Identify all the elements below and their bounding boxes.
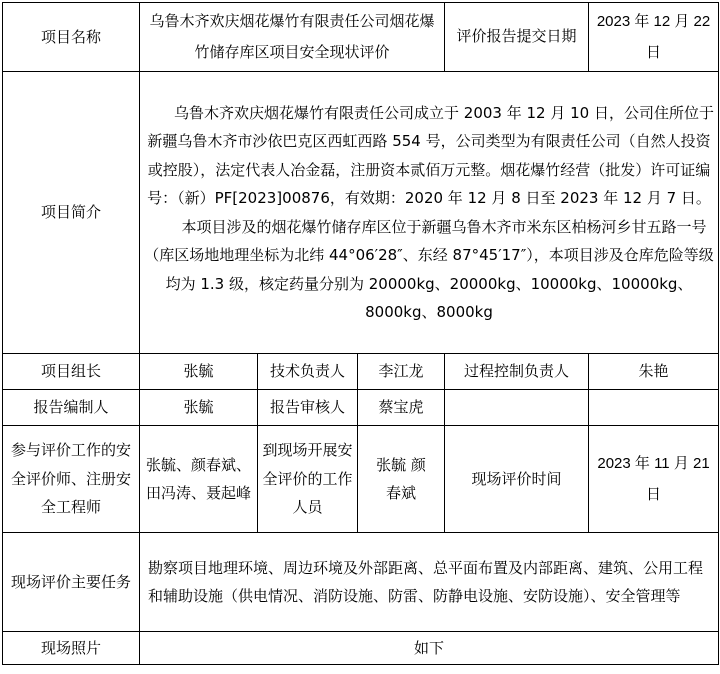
tech-lead-label: 技术负责人 xyxy=(258,354,358,390)
row-project-intro xyxy=(3,72,719,354)
empty-cell xyxy=(445,390,589,426)
report-editor-value: 张毓 xyxy=(140,390,258,426)
tech-lead-value: 李江龙 xyxy=(358,354,445,390)
row-team xyxy=(3,354,719,390)
onsite-time-label: 现场评价时间 xyxy=(445,426,589,533)
row-participants xyxy=(3,426,719,533)
project-name-label: 项目名称 xyxy=(3,3,140,72)
evaluation-info-table xyxy=(2,2,719,665)
row-photos xyxy=(3,632,719,665)
site-photos-value: 如下 xyxy=(140,632,719,665)
process-control-value: 朱艳 xyxy=(589,354,719,390)
onsite-staff-value: 张毓 颜春斌 xyxy=(358,426,445,533)
report-date-label: 评价报告提交日期 xyxy=(445,3,589,72)
project-leader-label: 项目组长 xyxy=(3,354,140,390)
intro-paragraph-2: 本项目涉及的烟花爆竹储存库区位于新疆乌鲁木齐市米东区柏杨河乡甘五路一号（库区场地地理坐标为北纬 44°06′28″、东经 87°45′17″），本项目涉及仓库危险等级均为 1.3 级，核定药量分别为 20000kg、20000kg、10000kg、10000kg、8000kg、8000kg xyxy=(144,217,714,321)
participants-label: 参与评价工作的安全评价师、注册安全工程师 xyxy=(3,426,140,533)
project-name-value: 乌鲁木齐欢庆烟花爆竹有限责任公司烟花爆竹储存库区项目安全现状评价 xyxy=(140,3,445,72)
main-tasks-value: 勘察项目地理环境、周边环境及外部距离、总平面布置及内部距离、建筑、公用工程和辅助设施（供电情况、消防设施、防雷、防静电设施、安防设施）、安全管理等 xyxy=(140,533,719,632)
report-reviewer-value: 蔡宝虎 xyxy=(358,390,445,426)
process-control-label: 过程控制负责人 xyxy=(445,354,589,390)
intro-paragraph-1: 乌鲁木齐欢庆烟花爆竹有限责任公司成立于 2003 年 12 月 10 日，公司住所位于新疆乌鲁木齐市沙依巴克区西虹西路 554 号，公司类型为有限责任公司（自然人投资或控股），法定代表人冶金磊，注册资本贰佰万元整。烟花爆竹经营（批发）许可证编号：（新）PF[2023]00876，有效期：2020 年 12 月 8 日至 2023 年 12 月 7 日。 xyxy=(147,103,714,207)
onsite-time-value: 2023 年 11 月 21 日 xyxy=(589,426,719,533)
project-intro-text xyxy=(140,72,719,354)
row-authors xyxy=(3,390,719,426)
row-project-name xyxy=(3,3,719,72)
project-leader-value: 张毓 xyxy=(140,354,258,390)
participants-value: 张毓、颜春斌、田冯涛、聂起峰 xyxy=(140,426,258,533)
report-date-value: 2023 年 12 月 22 日 xyxy=(589,3,719,72)
site-photos-label: 现场照片 xyxy=(3,632,140,665)
report-editor-label: 报告编制人 xyxy=(3,390,140,426)
project-intro-label: 项目简介 xyxy=(3,72,140,354)
main-tasks-label: 现场评价主要任务 xyxy=(3,533,140,632)
report-reviewer-label: 报告审核人 xyxy=(258,390,358,426)
onsite-staff-label: 到现场开展安全评价的工作人员 xyxy=(258,426,358,533)
empty-cell xyxy=(589,390,719,426)
row-tasks xyxy=(3,533,719,632)
